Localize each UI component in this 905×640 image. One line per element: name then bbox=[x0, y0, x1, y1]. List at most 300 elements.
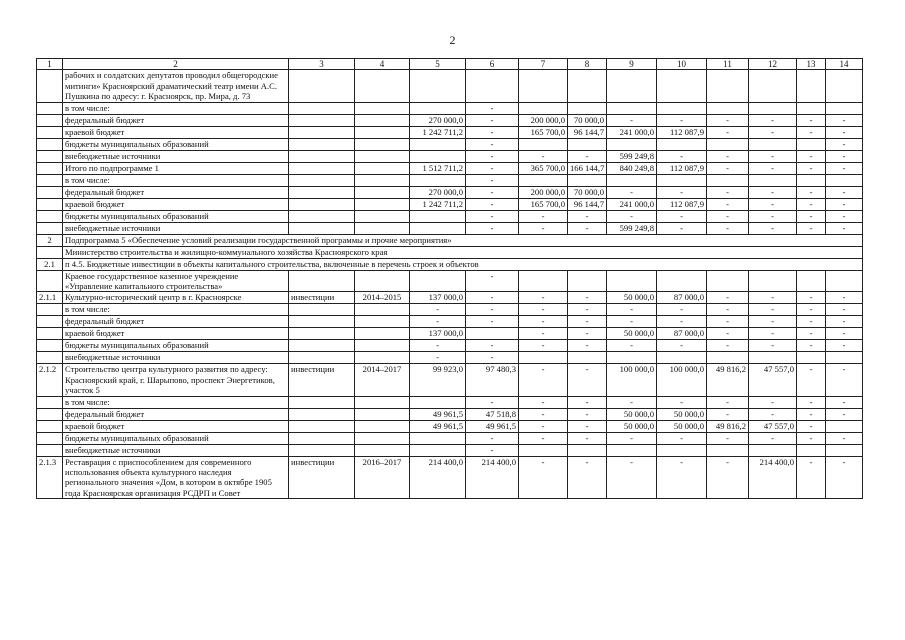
amount-cell: 1 512 711,2 bbox=[410, 162, 466, 174]
amount-cell: 49 961,5 bbox=[466, 420, 519, 432]
amount-cell bbox=[519, 270, 568, 292]
amount-cell: - bbox=[466, 186, 519, 198]
amount-cell bbox=[607, 102, 657, 114]
amount-cell: 70 000,0 bbox=[568, 114, 607, 126]
amount-cell bbox=[797, 174, 826, 186]
period bbox=[355, 270, 410, 292]
page-number: 2 bbox=[449, 33, 456, 47]
expense-type bbox=[289, 210, 355, 222]
amount-cell: 100 000,0 bbox=[607, 364, 657, 396]
row-description: в том числе: bbox=[63, 102, 289, 114]
row-number bbox=[37, 352, 63, 364]
amount-cell: 49 961,5 bbox=[410, 408, 466, 420]
row-number bbox=[37, 432, 63, 444]
amount-cell: 137 000,0 bbox=[410, 292, 466, 304]
amount-cell: - bbox=[749, 210, 797, 222]
amount-cell: 214 400,0 bbox=[749, 456, 797, 499]
amount-cell: - bbox=[410, 304, 466, 316]
period bbox=[355, 198, 410, 210]
amount-cell: - bbox=[826, 198, 863, 210]
amount-cell: - bbox=[466, 444, 519, 456]
table-row bbox=[37, 234, 863, 246]
amount-cell: 87 000,0 bbox=[657, 292, 707, 304]
amount-cell: 599 249,8 bbox=[607, 222, 657, 234]
amount-cell: 165 700,0 bbox=[519, 126, 568, 138]
amount-cell: - bbox=[826, 328, 863, 340]
amount-cell: 214 400,0 bbox=[410, 456, 466, 499]
amount-cell: - bbox=[707, 316, 749, 328]
amount-cell bbox=[749, 444, 797, 456]
amount-cell bbox=[410, 396, 466, 408]
amount-cell: - bbox=[466, 138, 519, 150]
table-row bbox=[37, 340, 863, 352]
amount-cell: 200 000,0 bbox=[519, 186, 568, 198]
amount-cell bbox=[707, 102, 749, 114]
amount-cell: - bbox=[826, 138, 863, 150]
period bbox=[355, 114, 410, 126]
amount-cell bbox=[797, 70, 826, 102]
amount-cell: - bbox=[707, 396, 749, 408]
table-row bbox=[37, 198, 863, 210]
row-number bbox=[37, 408, 63, 420]
amount-cell: - bbox=[466, 352, 519, 364]
amount-cell: - bbox=[568, 292, 607, 304]
amount-cell: - bbox=[797, 292, 826, 304]
table-row bbox=[37, 292, 863, 304]
expense-type bbox=[289, 162, 355, 174]
amount-cell: - bbox=[749, 292, 797, 304]
amount-cell bbox=[568, 270, 607, 292]
amount-cell: - bbox=[519, 408, 568, 420]
amount-cell: - bbox=[519, 210, 568, 222]
row-description: Итого по подпрограмме 1 bbox=[63, 162, 289, 174]
amount-cell bbox=[519, 70, 568, 102]
amount-cell: - bbox=[466, 316, 519, 328]
table-row bbox=[37, 352, 863, 364]
amount-cell: - bbox=[410, 352, 466, 364]
amount-cell bbox=[607, 138, 657, 150]
amount-cell: - bbox=[568, 420, 607, 432]
amount-cell: - bbox=[826, 114, 863, 126]
amount-cell: - bbox=[749, 186, 797, 198]
amount-cell: - bbox=[707, 408, 749, 420]
table-row bbox=[37, 270, 863, 292]
amount-cell bbox=[568, 352, 607, 364]
amount-cell: - bbox=[707, 114, 749, 126]
amount-cell: 165 700,0 bbox=[519, 198, 568, 210]
amount-cell bbox=[707, 70, 749, 102]
amount-cell bbox=[607, 174, 657, 186]
expense-type bbox=[289, 316, 355, 328]
amount-cell bbox=[826, 270, 863, 292]
table-row bbox=[37, 210, 863, 222]
section-title: Министерство строительства и жилищно-коммунального хозяйства Красноярского края bbox=[63, 246, 863, 258]
amount-cell bbox=[607, 352, 657, 364]
row-number bbox=[37, 340, 63, 352]
expense-type: инвестиции bbox=[289, 364, 355, 396]
amount-cell: 70 000,0 bbox=[568, 186, 607, 198]
amount-cell: - bbox=[749, 408, 797, 420]
amount-cell: - bbox=[568, 340, 607, 352]
table-row bbox=[37, 420, 863, 432]
row-description: рабочих и солдатских депутатов проводил общегородские митинги» Красноярский драматический театр имени А.С. Пушкина по адресу: г. Красноярск, пр. Мира, д. 73 bbox=[63, 70, 289, 102]
period bbox=[355, 340, 410, 352]
amount-cell: 112 087,9 bbox=[657, 198, 707, 210]
row-description: Культурно-исторический центр в г. Красноярске bbox=[63, 292, 289, 304]
amount-cell: 50 000,0 bbox=[657, 420, 707, 432]
amount-cell: - bbox=[607, 186, 657, 198]
row-number: 2.1.3 bbox=[37, 456, 63, 499]
amount-cell: 49 961,5 bbox=[410, 420, 466, 432]
row-number bbox=[37, 186, 63, 198]
table-row bbox=[37, 102, 863, 114]
amount-cell: - bbox=[826, 340, 863, 352]
amount-cell: - bbox=[797, 316, 826, 328]
amount-cell bbox=[519, 444, 568, 456]
table-row bbox=[37, 456, 863, 499]
amount-cell: 99 923,0 bbox=[410, 364, 466, 396]
amount-cell: - bbox=[607, 114, 657, 126]
row-number bbox=[37, 270, 63, 292]
period bbox=[355, 316, 410, 328]
amount-cell bbox=[410, 138, 466, 150]
amount-cell bbox=[519, 138, 568, 150]
amount-cell: - bbox=[607, 432, 657, 444]
expense-type bbox=[289, 304, 355, 316]
amount-cell bbox=[519, 352, 568, 364]
period bbox=[355, 162, 410, 174]
table-row bbox=[37, 396, 863, 408]
amount-cell: 50 000,0 bbox=[607, 292, 657, 304]
amount-cell bbox=[826, 70, 863, 102]
amount-cell bbox=[568, 138, 607, 150]
table-row bbox=[37, 432, 863, 444]
amount-cell: - bbox=[466, 340, 519, 352]
period bbox=[355, 174, 410, 186]
table-body bbox=[37, 59, 863, 499]
amount-cell: - bbox=[797, 126, 826, 138]
amount-cell: - bbox=[797, 304, 826, 316]
amount-cell: 166 144,7 bbox=[568, 162, 607, 174]
period bbox=[355, 420, 410, 432]
amount-cell bbox=[657, 102, 707, 114]
amount-cell bbox=[657, 174, 707, 186]
amount-cell: - bbox=[607, 456, 657, 499]
amount-cell: 97 480,3 bbox=[466, 364, 519, 396]
amount-cell: - bbox=[826, 126, 863, 138]
amount-cell: 49 816,2 bbox=[707, 420, 749, 432]
amount-cell: - bbox=[466, 292, 519, 304]
amount-cell: - bbox=[466, 396, 519, 408]
row-number bbox=[37, 70, 63, 102]
amount-cell bbox=[707, 270, 749, 292]
row-description: в том числе: bbox=[63, 396, 289, 408]
amount-cell: - bbox=[797, 340, 826, 352]
column-header: 6 bbox=[466, 59, 519, 70]
amount-cell: - bbox=[466, 162, 519, 174]
amount-cell bbox=[707, 352, 749, 364]
amount-cell: - bbox=[826, 316, 863, 328]
amount-cell: 87 000,0 bbox=[657, 328, 707, 340]
column-header: 8 bbox=[568, 59, 607, 70]
amount-cell: 241 000,0 bbox=[607, 198, 657, 210]
row-description: внебюджетные источники bbox=[63, 150, 289, 162]
row-description: федеральный бюджет bbox=[63, 114, 289, 126]
amount-cell: - bbox=[466, 198, 519, 210]
amount-cell: - bbox=[826, 222, 863, 234]
amount-cell bbox=[410, 432, 466, 444]
row-description: в том числе: bbox=[63, 174, 289, 186]
amount-cell bbox=[568, 102, 607, 114]
row-description: Строительство центра культурного развития по адресу: Красноярский край, г. Шарыпово, проспект Энергетиков, участок 5 bbox=[63, 364, 289, 396]
amount-cell: 47 518,8 bbox=[466, 408, 519, 420]
column-header: 1 bbox=[37, 59, 63, 70]
row-description: внебюджетные источники bbox=[63, 444, 289, 456]
table-row bbox=[37, 328, 863, 340]
row-number bbox=[37, 420, 63, 432]
period: 2014–2015 bbox=[355, 292, 410, 304]
table-row bbox=[37, 174, 863, 186]
expense-type: инвестиции bbox=[289, 292, 355, 304]
amount-cell: - bbox=[826, 150, 863, 162]
amount-cell: - bbox=[749, 114, 797, 126]
expense-type bbox=[289, 70, 355, 102]
amount-cell bbox=[410, 70, 466, 102]
row-number bbox=[37, 304, 63, 316]
amount-cell bbox=[749, 352, 797, 364]
column-header: 10 bbox=[657, 59, 707, 70]
row-description: федеральный бюджет bbox=[63, 408, 289, 420]
amount-cell: - bbox=[607, 340, 657, 352]
expense-type bbox=[289, 408, 355, 420]
amount-cell: 49 816,2 bbox=[707, 364, 749, 396]
row-number bbox=[37, 246, 63, 258]
amount-cell: - bbox=[707, 340, 749, 352]
period bbox=[355, 444, 410, 456]
amount-cell: - bbox=[797, 114, 826, 126]
amount-cell: - bbox=[568, 210, 607, 222]
amount-cell: 214 400,0 bbox=[466, 456, 519, 499]
row-number bbox=[37, 396, 63, 408]
amount-cell: 270 000,0 bbox=[410, 186, 466, 198]
amount-cell: - bbox=[749, 222, 797, 234]
amount-cell bbox=[797, 444, 826, 456]
table-row bbox=[37, 114, 863, 126]
period bbox=[355, 352, 410, 364]
amount-cell: - bbox=[466, 304, 519, 316]
amount-cell: - bbox=[410, 340, 466, 352]
amount-cell: - bbox=[466, 174, 519, 186]
table-row bbox=[37, 150, 863, 162]
table-row bbox=[37, 222, 863, 234]
amount-cell: - bbox=[749, 150, 797, 162]
column-header: 9 bbox=[607, 59, 657, 70]
table-row bbox=[37, 126, 863, 138]
table-row bbox=[37, 138, 863, 150]
row-description: бюджеты муниципальных образований bbox=[63, 210, 289, 222]
column-header: 14 bbox=[826, 59, 863, 70]
row-description: Реставрация с приспособлением для современного использования объекта культурного наследия регионального значения «Дом, в котором в октябре 1905 года Красноярская организация РСДРП и Совет bbox=[63, 456, 289, 499]
expense-type bbox=[289, 328, 355, 340]
amount-cell bbox=[826, 102, 863, 114]
amount-cell: - bbox=[826, 162, 863, 174]
amount-cell: - bbox=[797, 364, 826, 396]
row-description: внебюджетные источники bbox=[63, 222, 289, 234]
table-row bbox=[37, 316, 863, 328]
amount-cell: - bbox=[707, 162, 749, 174]
amount-cell: - bbox=[568, 364, 607, 396]
amount-cell: - bbox=[707, 292, 749, 304]
amount-cell: 50 000,0 bbox=[657, 408, 707, 420]
period bbox=[355, 70, 410, 102]
row-number: 2.1.1 bbox=[37, 292, 63, 304]
amount-cell: - bbox=[568, 316, 607, 328]
amount-cell bbox=[826, 174, 863, 186]
amount-cell: - bbox=[707, 150, 749, 162]
expense-type: инвестиции bbox=[289, 456, 355, 499]
amount-cell bbox=[826, 444, 863, 456]
row-description: бюджеты муниципальных образований bbox=[63, 138, 289, 150]
table-row bbox=[37, 162, 863, 174]
amount-cell: 840 249,8 bbox=[607, 162, 657, 174]
amount-cell: - bbox=[519, 420, 568, 432]
amount-cell: - bbox=[707, 456, 749, 499]
amount-cell bbox=[568, 444, 607, 456]
amount-cell: 1 242 711,2 bbox=[410, 198, 466, 210]
row-number: 2 bbox=[37, 234, 63, 246]
row-description: краевой бюджет bbox=[63, 328, 289, 340]
amount-cell bbox=[657, 270, 707, 292]
expense-type bbox=[289, 186, 355, 198]
amount-cell bbox=[410, 150, 466, 162]
amount-cell bbox=[797, 102, 826, 114]
amount-cell: - bbox=[519, 364, 568, 396]
amount-cell: - bbox=[797, 408, 826, 420]
amount-cell: 50 000,0 bbox=[607, 408, 657, 420]
amount-cell: 200 000,0 bbox=[519, 114, 568, 126]
table-row bbox=[37, 246, 863, 258]
row-number bbox=[37, 150, 63, 162]
amount-cell: 1 242 711,2 bbox=[410, 126, 466, 138]
row-number bbox=[37, 444, 63, 456]
amount-cell bbox=[568, 174, 607, 186]
budget-table bbox=[36, 58, 863, 499]
amount-cell: - bbox=[749, 432, 797, 444]
amount-cell: 100 000,0 bbox=[657, 364, 707, 396]
table-row bbox=[37, 408, 863, 420]
amount-cell: - bbox=[749, 396, 797, 408]
expense-type bbox=[289, 340, 355, 352]
period: 2016–2017 bbox=[355, 456, 410, 499]
amount-cell bbox=[466, 70, 519, 102]
amount-cell: - bbox=[707, 222, 749, 234]
amount-cell: - bbox=[826, 408, 863, 420]
period bbox=[355, 186, 410, 198]
amount-cell: 47 557,0 bbox=[749, 420, 797, 432]
amount-cell: - bbox=[749, 340, 797, 352]
amount-cell: - bbox=[749, 304, 797, 316]
expense-type bbox=[289, 396, 355, 408]
amount-cell: - bbox=[749, 328, 797, 340]
amount-cell: - bbox=[826, 210, 863, 222]
amount-cell: - bbox=[707, 432, 749, 444]
amount-cell: 112 087,9 bbox=[657, 162, 707, 174]
amount-cell: - bbox=[707, 328, 749, 340]
amount-cell: - bbox=[657, 114, 707, 126]
row-description: краевой бюджет bbox=[63, 126, 289, 138]
amount-cell: - bbox=[657, 432, 707, 444]
amount-cell: - bbox=[607, 396, 657, 408]
amount-cell bbox=[797, 270, 826, 292]
column-header: 12 bbox=[749, 59, 797, 70]
amount-cell bbox=[749, 174, 797, 186]
amount-cell: - bbox=[657, 396, 707, 408]
amount-cell bbox=[749, 138, 797, 150]
amount-cell: - bbox=[657, 150, 707, 162]
amount-cell bbox=[749, 102, 797, 114]
amount-cell: - bbox=[466, 432, 519, 444]
amount-cell: 365 700,0 bbox=[519, 162, 568, 174]
column-header: 2 bbox=[63, 59, 289, 70]
amount-cell: - bbox=[707, 186, 749, 198]
amount-cell: - bbox=[466, 114, 519, 126]
amount-cell: - bbox=[707, 304, 749, 316]
amount-cell: - bbox=[519, 150, 568, 162]
expense-type bbox=[289, 198, 355, 210]
amount-cell: - bbox=[519, 456, 568, 499]
amount-cell: - bbox=[797, 396, 826, 408]
amount-cell bbox=[466, 328, 519, 340]
row-description: внебюджетные источники bbox=[63, 352, 289, 364]
period bbox=[355, 150, 410, 162]
row-number bbox=[37, 316, 63, 328]
amount-cell: - bbox=[466, 210, 519, 222]
period bbox=[355, 210, 410, 222]
amount-cell bbox=[607, 270, 657, 292]
amount-cell: 50 000,0 bbox=[607, 420, 657, 432]
amount-cell: 270 000,0 bbox=[410, 114, 466, 126]
amount-cell: - bbox=[607, 304, 657, 316]
amount-cell: 137 000,0 bbox=[410, 328, 466, 340]
amount-cell: - bbox=[657, 210, 707, 222]
column-header: 3 bbox=[289, 59, 355, 70]
amount-cell bbox=[410, 222, 466, 234]
amount-cell bbox=[826, 352, 863, 364]
amount-cell: - bbox=[826, 304, 863, 316]
amount-cell bbox=[657, 138, 707, 150]
amount-cell: - bbox=[657, 340, 707, 352]
amount-cell: - bbox=[826, 186, 863, 198]
amount-cell bbox=[657, 444, 707, 456]
amount-cell: 47 557,0 bbox=[749, 364, 797, 396]
row-number bbox=[37, 162, 63, 174]
amount-cell: - bbox=[826, 396, 863, 408]
amount-cell: - bbox=[657, 304, 707, 316]
row-number bbox=[37, 102, 63, 114]
amount-cell: - bbox=[707, 210, 749, 222]
period bbox=[355, 222, 410, 234]
amount-cell: - bbox=[466, 222, 519, 234]
amount-cell: - bbox=[749, 126, 797, 138]
row-number bbox=[37, 198, 63, 210]
amount-cell: - bbox=[568, 456, 607, 499]
period bbox=[355, 126, 410, 138]
row-number: 2.1 bbox=[37, 258, 63, 270]
amount-cell: - bbox=[568, 150, 607, 162]
amount-cell: - bbox=[797, 222, 826, 234]
amount-cell: - bbox=[657, 316, 707, 328]
amount-cell: - bbox=[826, 456, 863, 499]
